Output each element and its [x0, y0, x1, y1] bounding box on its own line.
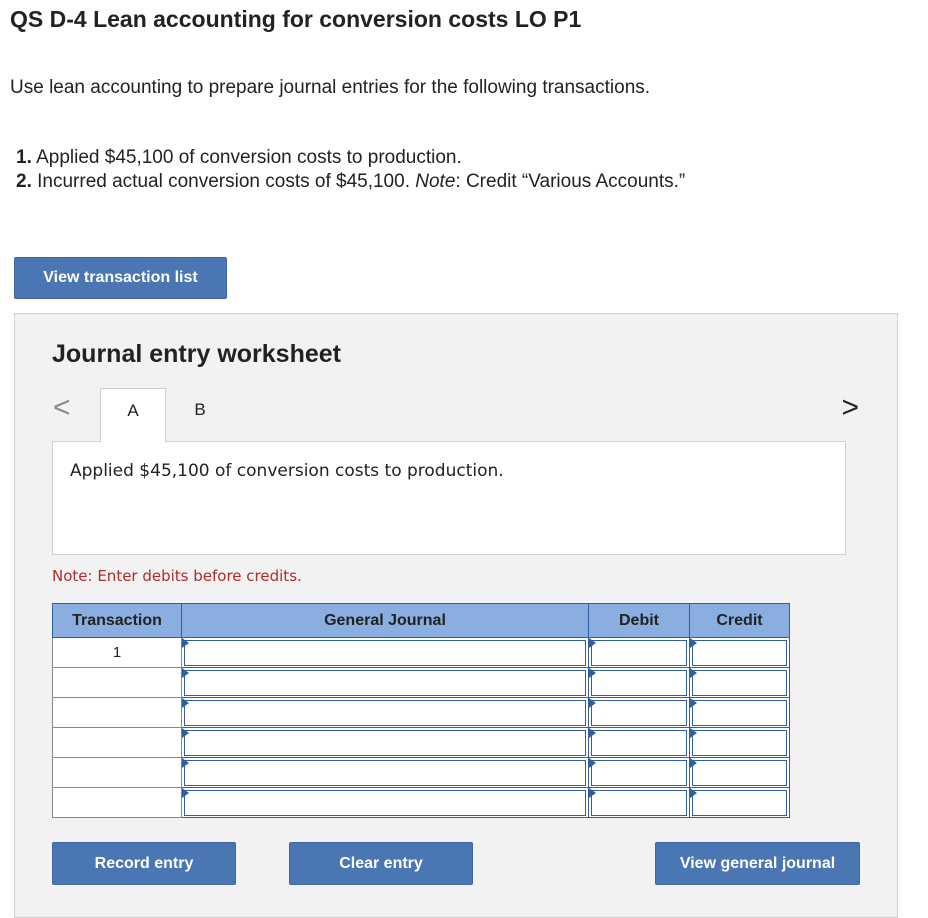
account-input[interactable] — [184, 760, 586, 786]
credit-input[interactable] — [692, 760, 787, 786]
journal-table — [52, 603, 790, 818]
transaction-cell — [53, 668, 182, 698]
account-input[interactable] — [184, 640, 586, 666]
dropdown-indicator-icon — [690, 788, 697, 798]
table-row — [53, 728, 790, 758]
clear-entry-button[interactable]: Clear entry — [289, 842, 473, 885]
credit-input[interactable] — [692, 730, 787, 756]
dropdown-indicator-icon — [690, 728, 697, 738]
view-transaction-list-button[interactable]: View transaction list — [14, 257, 227, 299]
transaction-description: Applied $45,100 of conversion costs to production. — [52, 441, 846, 555]
dropdown-indicator-icon — [589, 698, 596, 708]
transaction-cell: 1 — [53, 638, 182, 668]
transaction-list — [16, 146, 685, 194]
dropdown-indicator-icon — [690, 698, 697, 708]
dropdown-indicator-icon — [690, 668, 697, 678]
table-row — [53, 698, 790, 728]
dropdown-indicator-icon — [182, 728, 189, 738]
table-row — [53, 638, 790, 668]
dropdown-indicator-icon — [182, 698, 189, 708]
dropdown-indicator-icon — [182, 638, 189, 648]
transaction-cell — [53, 788, 182, 818]
dropdown-indicator-icon — [589, 788, 596, 798]
instructions-text: Use lean accounting to prepare journal entries for the following transactions. — [10, 77, 651, 98]
transaction-number: 2. — [16, 171, 32, 192]
table-row — [53, 668, 790, 698]
debit-input[interactable] — [591, 790, 687, 816]
transaction-item-2 — [16, 170, 685, 194]
debit-input[interactable] — [591, 730, 687, 756]
column-debit: Debit — [589, 604, 690, 638]
transaction-cell — [53, 698, 182, 728]
column-general-journal: General Journal — [182, 604, 589, 638]
account-input[interactable] — [184, 730, 586, 756]
column-credit: Credit — [690, 604, 790, 638]
dropdown-indicator-icon — [690, 758, 697, 768]
account-input[interactable] — [184, 700, 586, 726]
column-transaction: Transaction — [53, 604, 182, 638]
chevron-left-icon[interactable]: < — [53, 391, 71, 424]
note-text: : Credit “Various Accounts.” — [455, 171, 686, 192]
credit-input[interactable] — [692, 700, 787, 726]
table-row — [53, 758, 790, 788]
credit-input[interactable] — [692, 640, 787, 666]
debits-note: Note: Enter debits before credits. — [52, 567, 302, 585]
transaction-text: Incurred actual conversion costs of $45,100. — [37, 171, 410, 192]
credit-input[interactable] — [692, 790, 787, 816]
journal-header-row — [53, 604, 790, 638]
dropdown-indicator-icon — [182, 668, 189, 678]
transaction-cell — [53, 728, 182, 758]
account-input[interactable] — [184, 670, 586, 696]
journal-entry-worksheet-panel — [14, 313, 898, 918]
transaction-text: Applied $45,100 of conversion costs to production. — [36, 147, 462, 168]
dropdown-indicator-icon — [589, 728, 596, 738]
dropdown-indicator-icon — [589, 638, 596, 648]
dropdown-indicator-icon — [589, 758, 596, 768]
worksheet-title: Journal entry worksheet — [52, 340, 341, 368]
tab-b[interactable]: B — [194, 400, 206, 419]
credit-input[interactable] — [692, 670, 787, 696]
dropdown-indicator-icon — [589, 668, 596, 678]
note-label: Note — [415, 171, 456, 192]
dropdown-indicator-icon — [182, 788, 189, 798]
debit-input[interactable] — [591, 670, 687, 696]
record-entry-button[interactable]: Record entry — [52, 842, 236, 885]
transaction-cell — [53, 758, 182, 788]
view-general-journal-button[interactable]: View general journal — [655, 842, 860, 885]
transaction-item-1 — [16, 146, 685, 170]
chevron-right-icon[interactable]: > — [841, 391, 859, 424]
debit-input[interactable] — [591, 640, 687, 666]
dropdown-indicator-icon — [182, 758, 189, 768]
account-input[interactable] — [184, 790, 586, 816]
page-title: QS D-4 Lean accounting for conversion costs LO P1 — [10, 6, 582, 32]
debit-input[interactable] — [591, 760, 687, 786]
table-row — [53, 788, 790, 818]
tab-a[interactable]: A — [100, 388, 166, 442]
dropdown-indicator-icon — [690, 638, 697, 648]
debit-input[interactable] — [591, 700, 687, 726]
transaction-number: 1. — [16, 147, 32, 168]
